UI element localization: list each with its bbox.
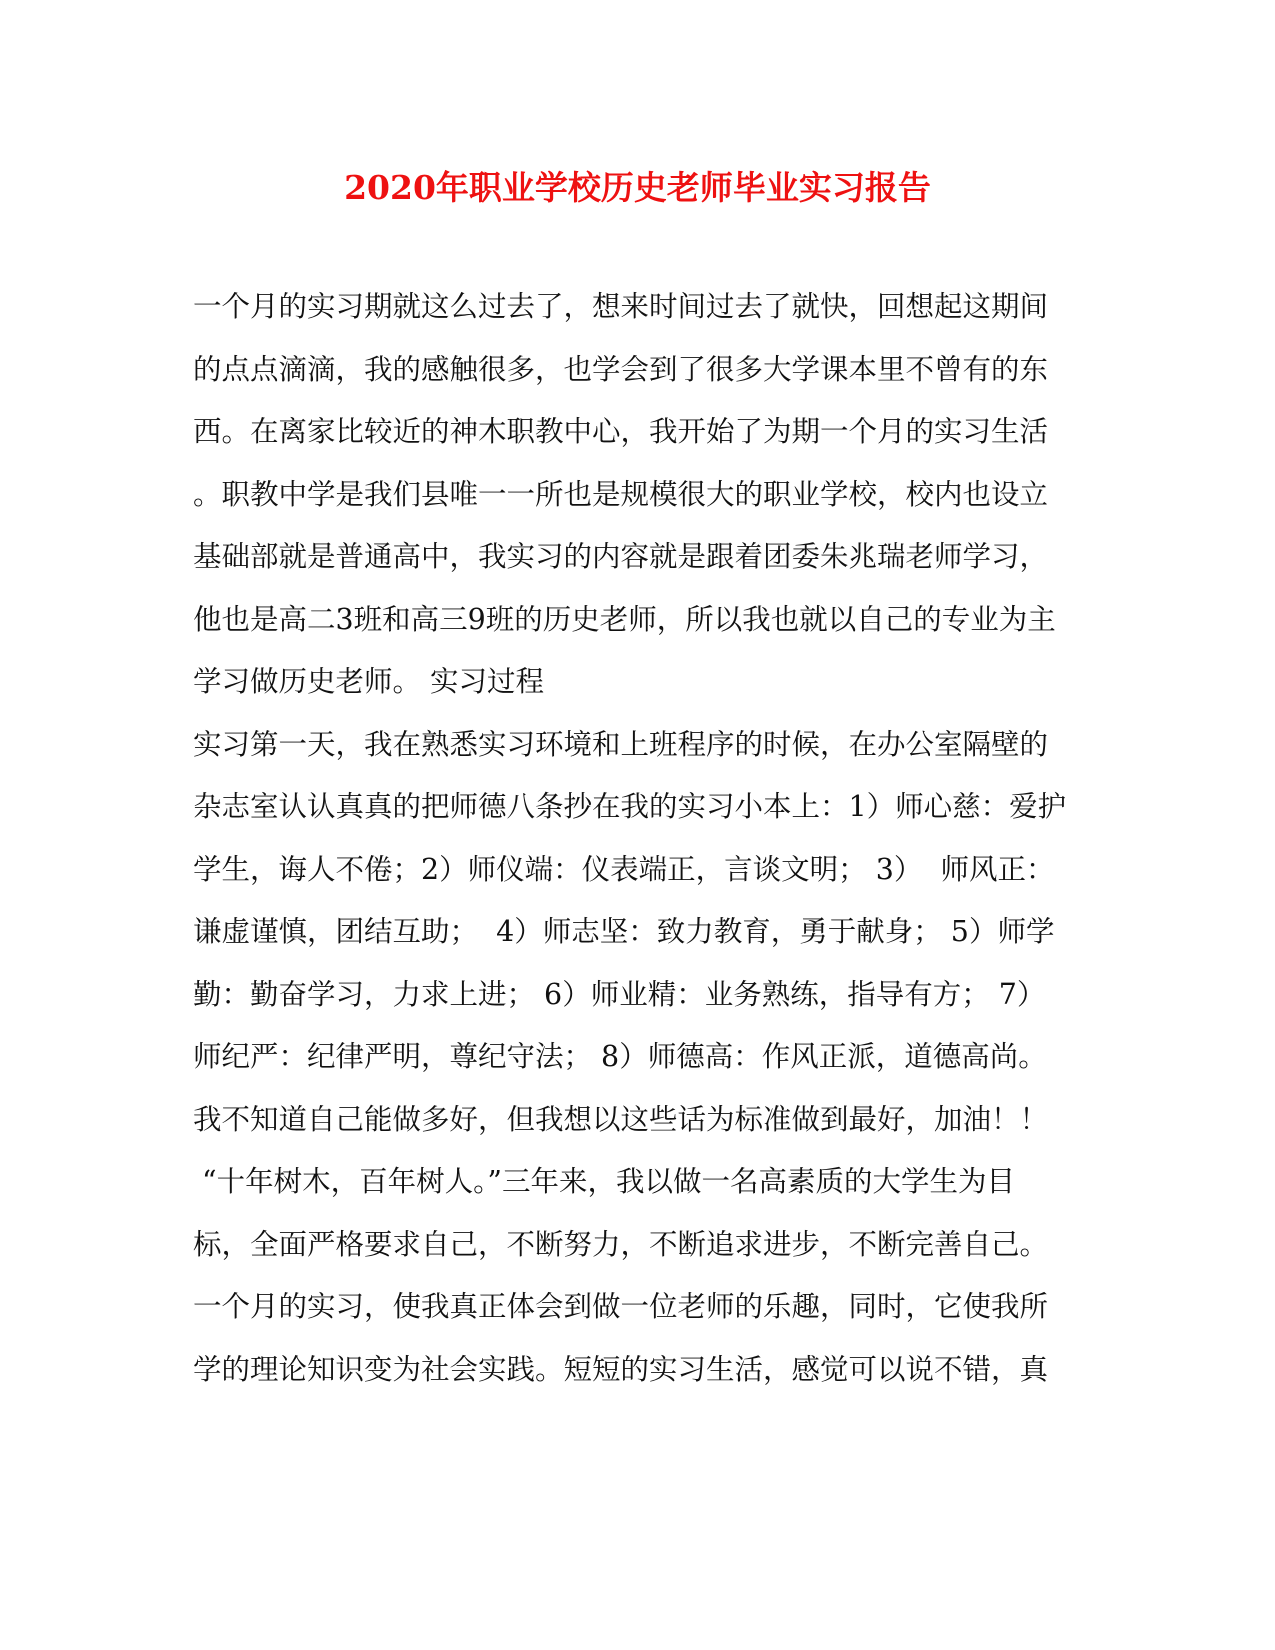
body-line: 他也是高二3班和高三9班的历史老师，所以我也就以自己的专业为主: [193, 602, 1056, 636]
body-line: 的点点滴滴，我的感触很多，也学会到了很多大学课本里不曾有的东: [193, 352, 1049, 386]
body-line: 学的理论知识变为社会实践。短短的实习生活，感觉可以说不错，真: [193, 1352, 1049, 1386]
body-line: 基础部就是普通高中，我实习的内容就是跟着团委朱兆瑞老师学习，: [193, 540, 1049, 573]
body-line: 我不知道自己能做多好，但我想以这些话为标准做到最好，加油！！: [193, 1102, 1049, 1136]
body-line: 师纪严：纪律严明，尊纪守法； 8）师德高：作风正派，道德高尚。: [193, 1040, 1047, 1073]
document-title: 2020年职业学校历史老师毕业实习报告: [344, 168, 931, 207]
document-body: [193, 287, 1093, 1412]
body-line: 一个月的实习，使我真正体会到做一位老师的乐趣，同时，它使我所: [193, 1290, 1049, 1323]
body-line: “十年树木，百年树人。”三年来，我以做一名高素质的大学生为目: [193, 1165, 1015, 1198]
body-line: 标，全面严格要求自己，不断努力，不断追求进步，不断完善自己。: [193, 1227, 1049, 1261]
body-line: 谦虚谨慎，团结互助； 4）师志坚：致力教育，勇于献身； 5）师学: [193, 915, 1055, 948]
body-line: 学生，诲人不倦；2）师仪端：仪表端正，言谈文明； 3） 师风正：: [193, 852, 1055, 886]
body-line: 一个月的实习期就这么过去了，想来时间过去了就快，回想起这期间: [193, 290, 1049, 323]
body-line: 杂志室认认真真的把师德八条抄在我的实习小本上：1）师心慈：爱护: [193, 790, 1067, 823]
body-line: 西。在离家比较近的神木职教中心，我开始了为期一个月的实习生活: [193, 415, 1049, 448]
body-line: 学习做历史老师。 实习过程: [193, 665, 545, 698]
body-line: 实习第一天，我在熟悉实习环境和上班程序的时候，在办公室隔壁的: [193, 727, 1049, 761]
body-line: 勤：勤奋学习，力求上进； 6）师业精：业务熟练，指导有方； 7）: [193, 977, 1046, 1011]
body-line: 。职教中学是我们县唯一一所也是规模很大的职业学校，校内也设立: [193, 477, 1049, 511]
